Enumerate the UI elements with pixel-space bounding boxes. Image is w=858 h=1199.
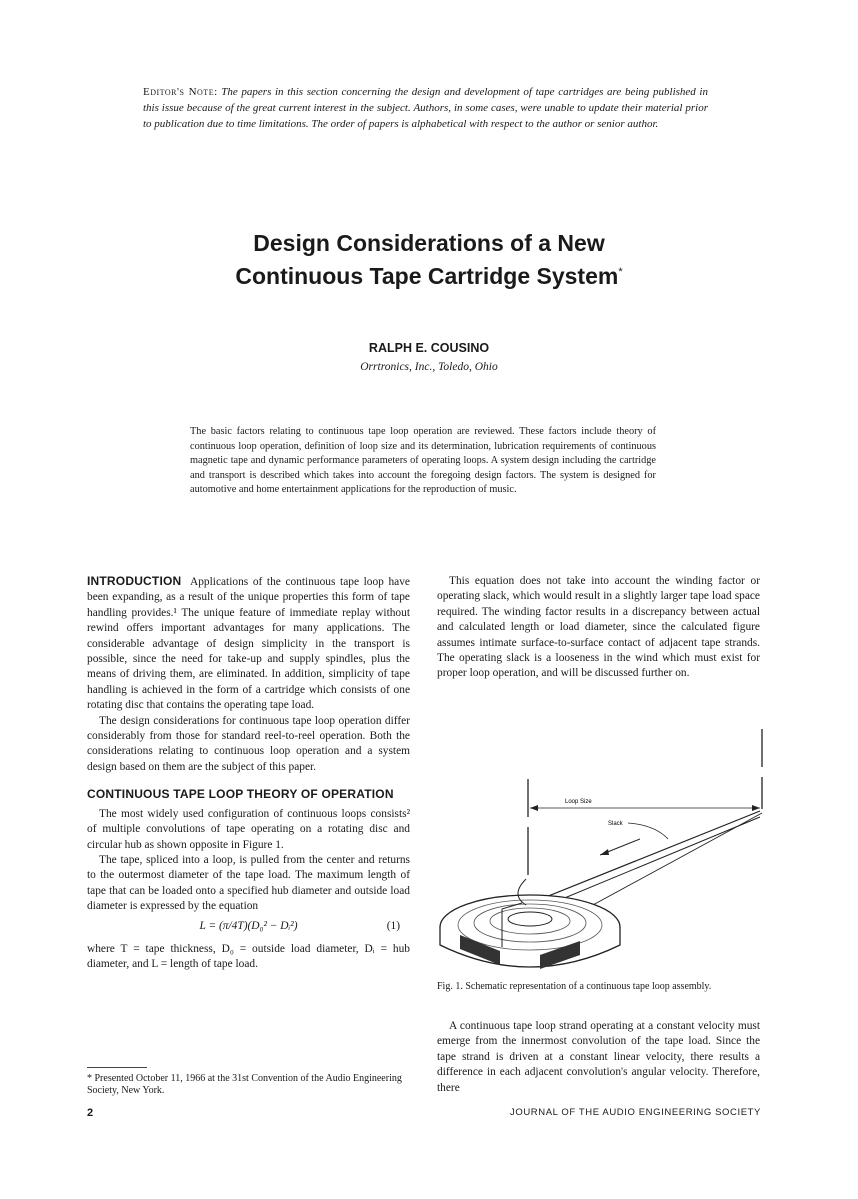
- abstract: The basic factors relating to continuous tape loop operation are reviewed. These factors include theory of continuous loop operation, definition of loop size and its determination, lubrication requirements of continuous magnetic tape and dynamic performance parameters of operating loops. A system design including the cartridge and transport is described which takes into account the foregoing design factors. The system is designed for automotive and home entertainment applications for the reproduction of music.: [190, 426, 656, 495]
- footnote: * Presented October 11, 1966 at the 31st Convention of the Audio Engineering Society, New York.: [87, 1073, 402, 1096]
- article-title: [0, 227, 858, 293]
- slack-label: Slack: [608, 821, 623, 827]
- theory-paragraph-1: The most widely used configuration of continuous loops consists² of multiple convolutions of tape operating on a rotating disc and circular hub as shown opposite in Figure 1.: [87, 807, 410, 851]
- loop-size-label: Loop Size: [565, 799, 592, 805]
- equation-1: [87, 919, 410, 934]
- equation-text: L = (π/4T)(D₀² − Dᵢ²): [199, 919, 298, 932]
- right-column-bottom: [437, 1019, 760, 1096]
- editors-note-text: The papers in this section concerning the design and development of tape cartridges are being published in this issue because of the great current interest in the subject. Authors, in some cases, were unable to update their material prior to publication due to time limitations. The order of papers is alphabetical with respect to the author or senior author.: [143, 86, 708, 130]
- title-line-1: Design Considerations of a New: [253, 230, 605, 256]
- intro-paragraph-1: Applications of the continuous tape loop have been expanding, as a result of the unique properties this form of tape handling provides.¹ The unique feature of immediate replay without rewind offers important advantages for many applications. The considerable advantage of design simplicity in the transport is possible, since the need for take-up and supply spindles, plus the means of driving them, are eliminated. In addition, simplicity of tape handling is achieved in the form of a cartridge which consists of one rotating disc that contains the operating tape load.: [87, 576, 410, 712]
- page-number: 2: [87, 1107, 94, 1119]
- theory-paragraph-3: where T = tape thickness, D₀ = outside load diameter, Dᵢ = hub diameter, and L = length of tape load.: [87, 942, 410, 971]
- left-column: [87, 574, 410, 973]
- right-paragraph-1: This equation does not take into account the winding factor or operating slack, which would result in a slightly larger tape load space required. The winding factor results in a discrepancy between actual and calculated length or load diameter, since the calculated figure assumes intimate surface-to-surface contact of adjacent tape strands. The operating slack is a looseness in the wind which must exist for proper loop operation, and will be discussed further on.: [437, 575, 760, 680]
- theory-heading: CONTINUOUS TAPE LOOP THEORY OF OPERATION: [87, 787, 394, 802]
- figure-1-tape-loop-diagram: [430, 727, 770, 977]
- equation-number: (1): [386, 919, 400, 932]
- journal-name: JOURNAL OF THE AUDIO ENGINEERING SOCIETY: [510, 1107, 761, 1118]
- title-line-2: Continuous Tape Cartridge System: [235, 263, 619, 289]
- footnote-rule: [87, 1067, 147, 1068]
- intro-paragraph-2: The design considerations for continuous tape loop operation differ considerably from those for standard reel-to-reel operation. Both the considerations relating to continuous loop operation and a system design based on them are the subject of this paper.: [87, 714, 410, 773]
- editors-note: [143, 84, 708, 132]
- right-paragraph-2: A continuous tape loop strand operating at a constant velocity must emerge from the innermost convolution of the tape load. Since the tape strand is driven at a constant linear velocity, there results a difference in each adjacent convolution's angular velocity. Therefore, there: [437, 1020, 760, 1094]
- right-column-top: [437, 574, 760, 682]
- title-footnote-mark: *: [618, 266, 623, 278]
- theory-paragraph-2: The tape, spliced into a loop, is pulled from the center and returns to the outermost diameter of the tape load. The maximum length of tape that can be loaded onto a specified hub diameter and outside load diameter is expressed by the equation: [87, 853, 410, 913]
- intro-heading: INTRODUCTION: [87, 574, 182, 588]
- author-name: RALPH E. COUSINO: [368, 341, 490, 355]
- editors-note-lead: Editor's Note:: [143, 86, 218, 98]
- author-affiliation: Orrtronics, Inc., Toledo, Ohio: [360, 361, 498, 373]
- figure-1-caption: Fig. 1. Schematic representation of a continuous tape loop assembly.: [437, 981, 712, 992]
